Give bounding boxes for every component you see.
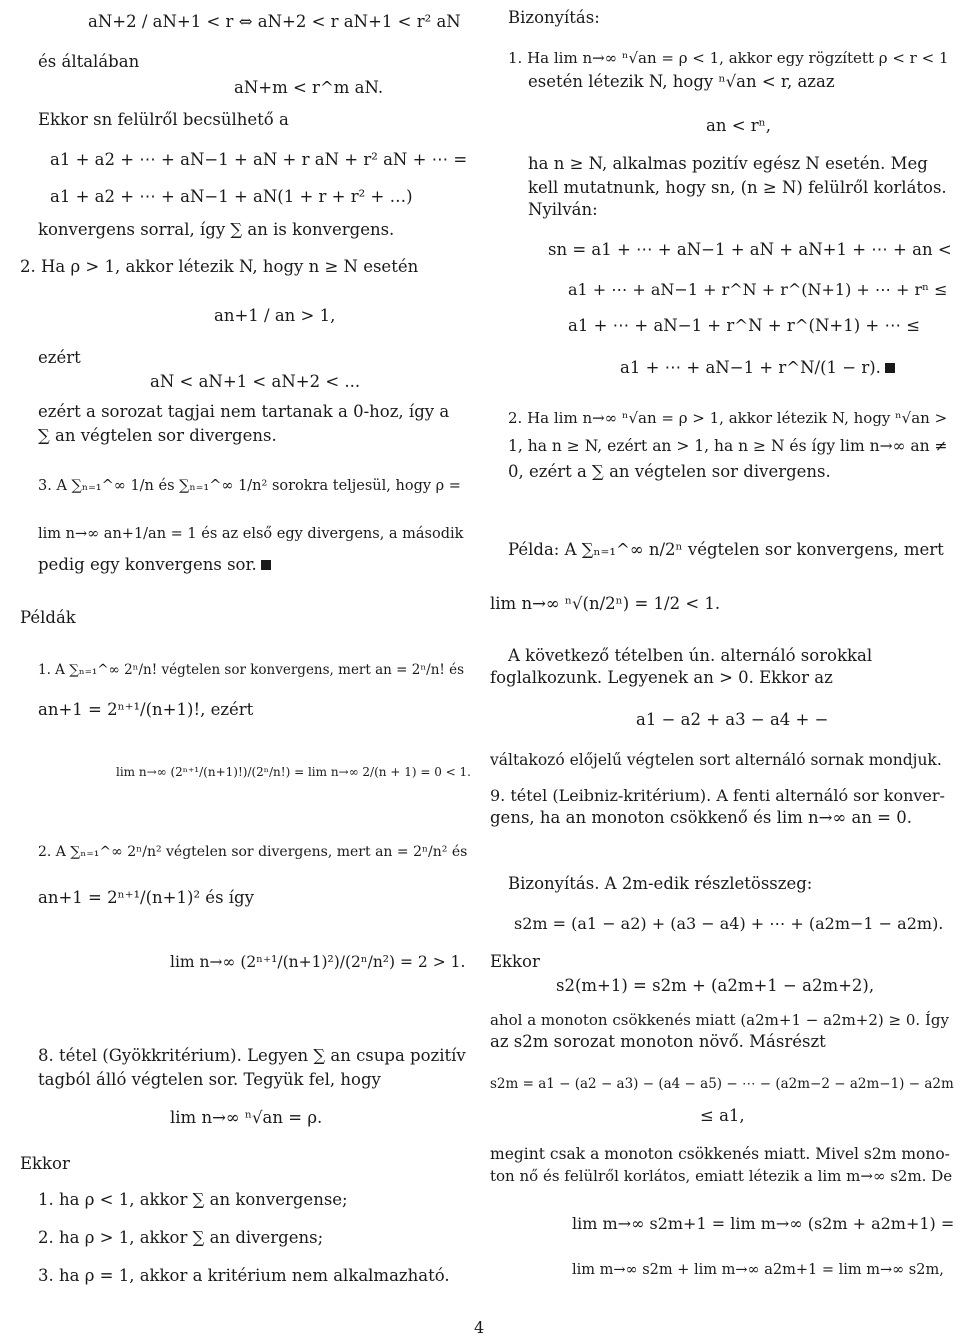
equation-line: sn = a1 + ⋯ + aN−1 + aN + aN+1 + ⋯ + an < bbox=[548, 240, 952, 259]
equation-line: an+1 = 2ⁿ⁺¹/(n+1)!, ezért bbox=[38, 700, 254, 719]
list-item: 1. ha ρ < 1, akkor ∑ an konvergense; bbox=[38, 1190, 348, 1209]
text-line: 1, ha n ≥ N, ezért an > 1, ha n ≥ N és így lim n→∞ an ≠ bbox=[508, 437, 948, 455]
text-line: kell mutatnunk, hogy sn, (n ≥ N) felülről korlátos. bbox=[528, 178, 947, 197]
text-line: 2. Ha ρ > 1, akkor létezik N, hogy n ≥ N esetén bbox=[20, 257, 419, 276]
equation-line: a1 − a2 + a3 − a4 + − bbox=[636, 710, 829, 729]
text-line: tagból álló végtelen sor. Tegyük fel, hogy bbox=[38, 1070, 381, 1089]
text-line: konvergens sorral, így ∑ an is konvergens. bbox=[38, 220, 395, 239]
equation-line: 2. A ∑ₙ₌₁^∞ 2ⁿ/n² végtelen sor divergens, mert an = 2ⁿ/n² és bbox=[38, 844, 468, 860]
equation-line: lim n→∞ (2ⁿ⁺¹/(n+1)²)/(2ⁿ/n²) = 2 > 1. bbox=[170, 953, 466, 971]
text-line: váltakozó előjelű végtelen sort alternáló sornak mondjuk. bbox=[490, 751, 942, 769]
equation-line: s2m = (a1 − a2) + (a3 − a4) + ⋯ + (a2m−1 − a2m). bbox=[514, 914, 944, 933]
text-line: Ekkor bbox=[20, 1154, 70, 1173]
text-line: ahol a monoton csökkenés miatt (a2m+1 − a2m+2) ≥ 0. Így bbox=[490, 1011, 949, 1029]
text-line: Ekkor sn felülről becsülhető a bbox=[38, 110, 289, 129]
equation-line: 3. A ∑ₙ₌₁^∞ 1/n és ∑ₙ₌₁^∞ 1/n² sorokra teljesül, hogy ρ = bbox=[38, 478, 461, 494]
equation-line: a1 + ⋯ + aN−1 + r^N + r^(N+1) + ⋯ ≤ bbox=[568, 316, 921, 335]
text-line: 2. Ha lim n→∞ ⁿ√an = ρ > 1, akkor létezik N, hogy ⁿ√an > bbox=[508, 409, 948, 427]
proof-heading: Bizonyítás: bbox=[508, 8, 600, 27]
equation-line: a1 + a2 + ⋯ + aN−1 + aN(1 + r + r² + …) bbox=[50, 187, 413, 206]
equation-line: s2(m+1) = s2m + (a2m+1 − a2m+2), bbox=[556, 976, 875, 995]
proof-heading: Bizonyítás. A 2m-edik részletösszeg: bbox=[508, 874, 813, 893]
text-line: és általában bbox=[38, 52, 140, 71]
equation-line: a1 + ⋯ + aN−1 + r^N/(1 − r). bbox=[620, 358, 895, 378]
text-line: 0, ezért a ∑ an végtelen sor divergens. bbox=[508, 462, 831, 481]
equation-line: lim m→∞ s2m+1 = lim m→∞ (s2m + a2m+1) = bbox=[572, 1214, 955, 1233]
text-line: esetén létezik N, hogy ⁿ√an < r, azaz bbox=[528, 72, 835, 91]
text-line: ezért bbox=[38, 348, 81, 367]
equation-line: lim m→∞ s2m + lim m→∞ a2m+1 = lim m→∞ s2m, bbox=[572, 1262, 944, 1278]
example-line: Példa: A ∑ₙ₌₁^∞ n/2ⁿ végtelen sor konvergens, mert bbox=[508, 540, 944, 559]
equation-line: an+1 = 2ⁿ⁺¹/(n+1)² és így bbox=[38, 888, 254, 907]
equation-line: aN+2 / aN+1 < r ⇔ aN+2 < r aN+1 < r² aN bbox=[88, 12, 461, 31]
text-line: gens, ha an monoton csökkenő és lim n→∞ an = 0. bbox=[490, 808, 912, 827]
theorem-line: 9. tétel (Leibniz-kritérium). A fenti alternáló sor konver- bbox=[490, 786, 945, 805]
equation-line: a1 + a2 + ⋯ + aN−1 + aN + r aN + r² aN + ⋯ = bbox=[50, 150, 468, 169]
equation-line: ≤ a1, bbox=[700, 1106, 745, 1125]
section-heading: Példák bbox=[20, 608, 76, 627]
text-line: ezért a sorozat tagjai nem tartanak a 0-hoz, így a bbox=[38, 402, 450, 421]
text-line: A következő tételben ún. alternáló sorokkal bbox=[508, 646, 873, 665]
equation-line: lim n→∞ ⁿ√(n/2ⁿ) = 1/2 < 1. bbox=[490, 594, 721, 613]
qed-square-icon bbox=[261, 560, 271, 570]
text-line: megint csak a monoton csökkenés miatt. Mivel s2m mono- bbox=[490, 1145, 950, 1163]
text-line: ton nő és felülről korlátos, emiatt létezik a lim m→∞ s2m. De bbox=[490, 1167, 953, 1185]
text-line: az s2m sorozat monoton növő. Másrészt bbox=[490, 1032, 826, 1051]
text-line: ∑ an végtelen sor divergens. bbox=[38, 426, 277, 445]
text-line: Ekkor bbox=[490, 952, 540, 971]
text-line: foglalkozunk. Legyenek an > 0. Ekkor az bbox=[490, 668, 833, 687]
equation-line: a1 + ⋯ + aN−1 + r^N + r^(N+1) + ⋯ + rⁿ ≤ bbox=[568, 280, 948, 299]
equation-line: aN < aN+1 < aN+2 < ... bbox=[150, 372, 361, 391]
text-line: Nyilván: bbox=[528, 200, 598, 219]
equation-line: s2m = a1 − (a2 − a3) − (a4 − a5) − ⋯ − (a2m−2 − a2m−1) − a2m bbox=[490, 1076, 954, 1092]
list-item: 3. ha ρ = 1, akkor a kritérium nem alkalmazható. bbox=[38, 1266, 450, 1285]
equation-line: an+1 / an > 1, bbox=[214, 306, 336, 325]
text-line: 1. Ha lim n→∞ ⁿ√an = ρ < 1, akkor egy rögzített ρ < r < 1 bbox=[508, 49, 949, 67]
text-line: pedig egy konvergens sor. bbox=[38, 555, 271, 575]
qed-square-icon bbox=[885, 363, 895, 373]
theorem-line: 8. tétel (Gyökkritérium). Legyen ∑ an csupa pozitív bbox=[38, 1046, 466, 1065]
equation-line: lim n→∞ (2ⁿ⁺¹/(n+1)!)/(2ⁿ/n!) = lim n→∞ 2/(n + 1) = 0 < 1. bbox=[116, 765, 471, 779]
text-line: ha n ≥ N, alkalmas pozitív egész N esetén. Meg bbox=[528, 154, 928, 173]
equation-line: aN+m < r^m aN. bbox=[234, 78, 384, 97]
equation-line: lim n→∞ an+1/an = 1 és az első egy divergens, a második bbox=[38, 526, 464, 542]
equation-line: an < rⁿ, bbox=[706, 116, 772, 135]
equation-line: lim n→∞ ⁿ√an = ρ. bbox=[170, 1108, 323, 1127]
page-number: 4 bbox=[474, 1318, 485, 1337]
equation-line: 1. A ∑ₙ₌₁^∞ 2ⁿ/n! végtelen sor konvergens, mert an = 2ⁿ/n! és bbox=[38, 662, 465, 678]
list-item: 2. ha ρ > 1, akkor ∑ an divergens; bbox=[38, 1228, 324, 1247]
